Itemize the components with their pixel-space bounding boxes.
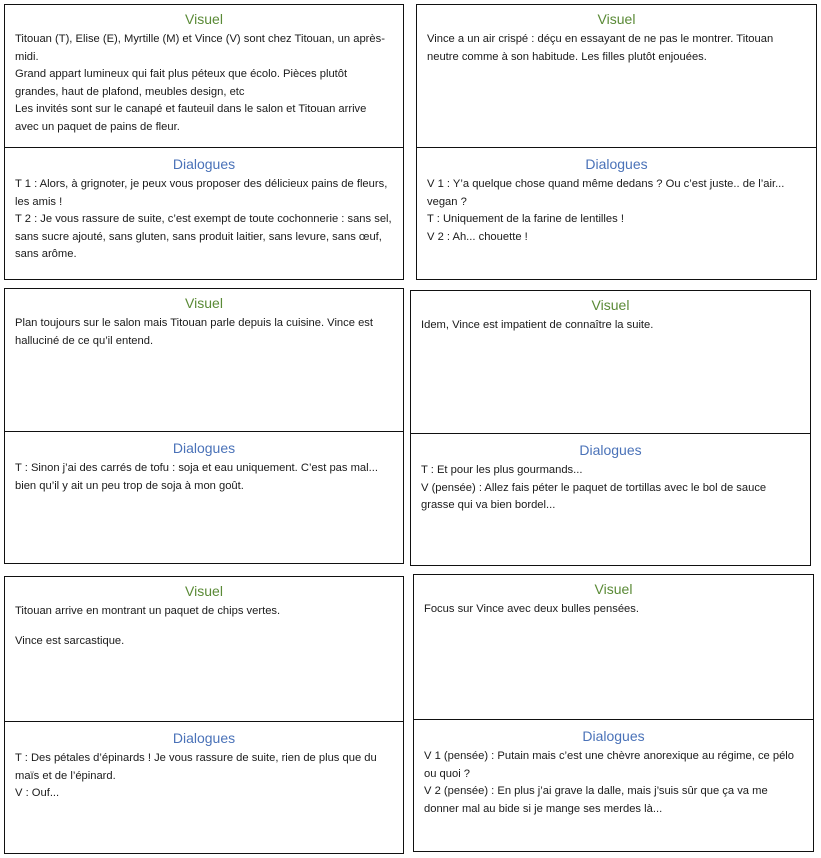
dialogue-line: T 1 : Alors, à grignoter, je peux vous proposer des délicieux pains de fleurs, les amis ! [15,178,388,208]
visuel-line: Vince a un air crispé : déçu en essayant de ne pas le montrer. Titouan neutre comme à son habitude. Les filles plutôt enjouées. [427,33,774,63]
dialogue-line: T : Et pour les plus gourmands... [421,464,583,476]
dialogues-heading: Dialogues [585,156,648,172]
visuel-line: Titouan arrive en montrant un paquet de chips vertes. [15,605,281,617]
panel-6-visuel [413,574,814,720]
visuel-heading: Visuel [185,11,223,27]
dialogues-heading: Dialogues [172,156,236,172]
dialogue-line: T : Uniquement de la farine de lentilles ! [427,213,624,225]
dialogues-heading: Dialogues [172,730,236,746]
dialogue-line: T 2 : Je vous rassure de suite, c’est exempt de toute cochonnerie : sans sel, sans sucre ajouté, sans gluten, sans produit laitier, sans levure, sans œuf, sans arôme. [15,213,392,260]
visuel-line: Titouan (T), Elise (E), Myrtille (M) et Vince (V) sont chez Titouan, un après-midi. [15,33,385,63]
dialogue-line: V 1 (pensée) : Putain mais c’est une chèvre anorexique au régime, ce pélo ou quoi ? [424,750,795,780]
panel-1-dialogues [4,147,404,280]
visuel-text [424,601,803,619]
panel-3-visuel [4,288,404,432]
panel-3-dialogues [4,431,404,564]
panel-4-dialogues [410,433,811,566]
visuel-line: Focus sur Vince avec deux bulles pensées. [424,603,639,615]
dialogues-heading: Dialogues [579,442,642,458]
visuel-heading: Visuel [594,581,633,597]
dialogue-line: T : Sinon j’ai des carrés de tofu : soja et eau uniquement. C’est pas mal... bien qu’il y ait un peu trop de soja à mon goût. [15,462,378,492]
visuel-text [15,603,393,650]
dialogues-heading: Dialogues [172,440,236,456]
dialogue-line: V : Ouf... [15,787,60,799]
visuel-heading: Visuel [597,11,636,27]
panel-4-visuel [410,290,811,434]
dialogues-text [15,750,393,803]
visuel-text [427,31,806,66]
dialogues-text [421,462,800,515]
dialogues-text [424,748,803,818]
visuel-text [15,31,393,136]
panel-2-visuel [416,4,817,148]
dialogues-text [15,460,393,495]
dialogue-line: V 1 : Y’a quelque chose quand même dedans ? Ou c’est juste.. de l’air... vegan ? [427,178,785,208]
visuel-heading: Visuel [591,297,630,313]
panel-1-visuel [4,4,404,148]
visuel-line: Les invités sont sur le canapé et fauteuil dans le salon et Titouan arrive avec un paquet de pains de fleur. [15,103,367,133]
dialogues-text [427,176,806,246]
visuel-heading: Visuel [185,295,223,311]
dialogue-line: V (pensée) : Allez fais péter le paquet de tortillas avec le bol de sauce grasse qui va bien bordel... [421,481,767,511]
dialogue-line: T : Des pétales d’épinards ! Je vous rassure de suite, rien de plus que du maïs et de l’épinard. [15,752,377,782]
dialogue-line: V 2 (pensée) : En plus j’ai grave la dalle, mais j’suis sûr que ça va me donner mal au bide si je mange ses merdes là... [424,785,768,815]
panel-2-dialogues [416,147,817,280]
visuel-heading: Visuel [185,583,223,599]
panel-6-dialogues [413,719,814,852]
dialogues-heading: Dialogues [582,728,645,744]
visuel-text [421,317,800,335]
dialogue-line: V 2 : Ah... chouette ! [427,230,528,243]
panel-5-dialogues [4,721,404,854]
visuel-line: Plan toujours sur le salon mais Titouan parle depuis la cuisine. Vince est halluciné de ce qu’il entend. [15,317,373,347]
visuel-line: Idem, Vince est impatient de connaître la suite. [421,319,654,331]
panel-5-visuel [4,576,404,722]
visuel-text [15,315,393,350]
visuel-line: Vince est sarcastique. [15,634,125,647]
visuel-line: Grand appart lumineux qui fait plus péteux que écolo. Pièces plutôt grandes, haut de plafond, meubles design, etc [15,68,348,98]
dialogues-text [15,176,393,264]
